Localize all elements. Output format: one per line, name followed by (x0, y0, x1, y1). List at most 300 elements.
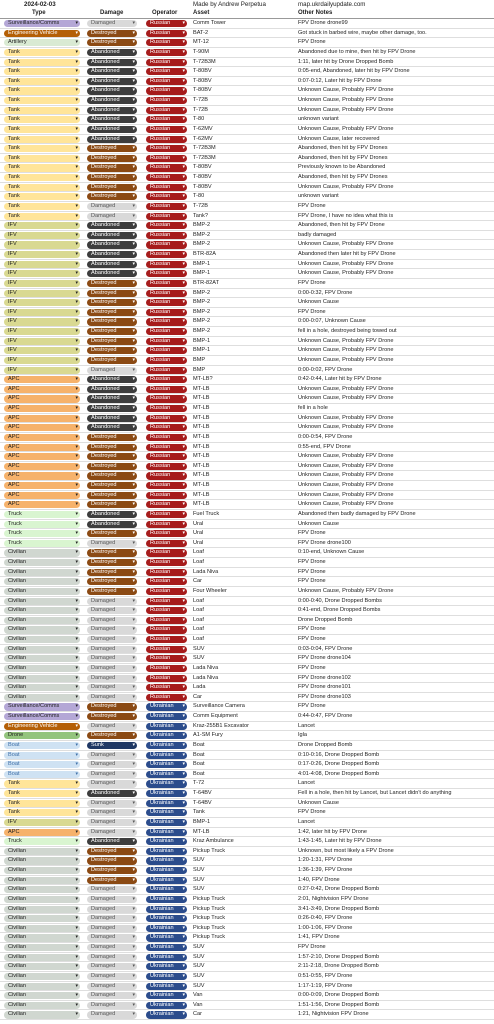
type-dropdown[interactable] (4, 155, 80, 162)
damage-dropdown[interactable] (87, 780, 137, 787)
type-dropdown[interactable] (4, 549, 80, 556)
damage-dropdown[interactable] (87, 838, 137, 845)
operator-dropdown[interactable] (146, 116, 187, 123)
damage-dropdown[interactable] (87, 482, 137, 489)
type-dropdown[interactable] (4, 877, 80, 884)
damage-dropdown[interactable] (87, 598, 137, 605)
type-dropdown[interactable] (4, 867, 80, 874)
damage-dropdown[interactable] (87, 492, 137, 499)
damage-dropdown[interactable] (87, 732, 137, 739)
operator-dropdown[interactable] (146, 607, 187, 614)
damage-dropdown[interactable] (87, 415, 137, 422)
operator-dropdown[interactable] (146, 723, 187, 730)
type-dropdown[interactable] (4, 299, 80, 306)
operator-dropdown[interactable] (146, 655, 187, 662)
damage-dropdown[interactable] (87, 280, 137, 287)
type-dropdown[interactable] (4, 559, 80, 566)
type-dropdown[interactable] (4, 713, 80, 720)
operator-dropdown[interactable] (146, 347, 187, 354)
damage-dropdown[interactable] (87, 241, 137, 248)
operator-dropdown[interactable] (146, 684, 187, 691)
type-dropdown[interactable] (4, 934, 80, 941)
damage-dropdown[interactable] (87, 684, 137, 691)
type-dropdown[interactable] (4, 925, 80, 932)
operator-dropdown[interactable] (146, 877, 187, 884)
type-dropdown[interactable] (4, 906, 80, 913)
operator-dropdown[interactable] (146, 809, 187, 816)
type-dropdown[interactable] (4, 655, 80, 662)
operator-dropdown[interactable] (146, 261, 187, 268)
damage-dropdown[interactable] (87, 49, 137, 56)
operator-dropdown[interactable] (146, 934, 187, 941)
operator-dropdown[interactable] (146, 97, 187, 104)
type-dropdown[interactable] (4, 761, 80, 768)
damage-dropdown[interactable] (87, 578, 137, 585)
type-dropdown[interactable] (4, 232, 80, 239)
operator-dropdown[interactable] (146, 617, 187, 624)
operator-dropdown[interactable] (146, 915, 187, 922)
type-dropdown[interactable] (4, 424, 80, 431)
operator-dropdown[interactable] (146, 549, 187, 556)
type-dropdown[interactable] (4, 588, 80, 595)
operator-dropdown[interactable] (146, 1002, 187, 1009)
damage-dropdown[interactable] (87, 444, 137, 451)
type-dropdown[interactable] (4, 145, 80, 152)
operator-dropdown[interactable] (146, 232, 187, 239)
type-dropdown[interactable] (4, 290, 80, 297)
operator-dropdown[interactable] (146, 829, 187, 836)
type-dropdown[interactable] (4, 723, 80, 730)
operator-dropdown[interactable] (146, 213, 187, 220)
damage-dropdown[interactable] (87, 511, 137, 518)
operator-dropdown[interactable] (146, 328, 187, 335)
operator-dropdown[interactable] (146, 761, 187, 768)
damage-dropdown[interactable] (87, 752, 137, 759)
damage-dropdown[interactable] (87, 588, 137, 595)
damage-dropdown[interactable] (87, 261, 137, 268)
type-dropdown[interactable] (4, 241, 80, 248)
operator-dropdown[interactable] (146, 800, 187, 807)
damage-dropdown[interactable] (87, 39, 137, 46)
operator-dropdown[interactable] (146, 444, 187, 451)
type-dropdown[interactable] (4, 607, 80, 614)
operator-dropdown[interactable] (146, 87, 187, 94)
damage-dropdown[interactable] (87, 318, 137, 325)
damage-dropdown[interactable] (87, 453, 137, 460)
type-dropdown[interactable] (4, 848, 80, 855)
type-dropdown[interactable] (4, 896, 80, 903)
type-dropdown[interactable] (4, 578, 80, 585)
type-dropdown[interactable] (4, 963, 80, 970)
damage-dropdown[interactable] (87, 742, 137, 749)
type-dropdown[interactable] (4, 107, 80, 114)
damage-dropdown[interactable] (87, 87, 137, 94)
damage-dropdown[interactable] (87, 723, 137, 730)
type-dropdown[interactable] (4, 819, 80, 826)
damage-dropdown[interactable] (87, 347, 137, 354)
operator-dropdown[interactable] (146, 174, 187, 181)
operator-dropdown[interactable] (146, 906, 187, 913)
type-dropdown[interactable] (4, 983, 80, 990)
operator-dropdown[interactable] (146, 136, 187, 143)
damage-dropdown[interactable] (87, 906, 137, 913)
operator-dropdown[interactable] (146, 20, 187, 27)
operator-dropdown[interactable] (146, 78, 187, 85)
operator-dropdown[interactable] (146, 184, 187, 191)
damage-dropdown[interactable] (87, 944, 137, 951)
type-dropdown[interactable] (4, 184, 80, 191)
map-link[interactable]: map.ukrdailyupdate.com (298, 1, 366, 8)
operator-dropdown[interactable] (146, 578, 187, 585)
operator-dropdown[interactable] (146, 386, 187, 393)
type-dropdown[interactable] (4, 87, 80, 94)
operator-dropdown[interactable] (146, 107, 187, 114)
damage-dropdown[interactable] (87, 655, 137, 662)
damage-dropdown[interactable] (87, 232, 137, 239)
type-dropdown[interactable] (4, 59, 80, 66)
operator-dropdown[interactable] (146, 886, 187, 893)
damage-dropdown[interactable] (87, 434, 137, 441)
damage-dropdown[interactable] (87, 569, 137, 576)
type-dropdown[interactable] (4, 164, 80, 171)
damage-dropdown[interactable] (87, 126, 137, 133)
damage-dropdown[interactable] (87, 973, 137, 980)
operator-dropdown[interactable] (146, 626, 187, 633)
damage-dropdown[interactable] (87, 213, 137, 220)
operator-dropdown[interactable] (146, 598, 187, 605)
type-dropdown[interactable] (4, 540, 80, 547)
damage-dropdown[interactable] (87, 20, 137, 27)
operator-dropdown[interactable] (146, 713, 187, 720)
operator-dropdown[interactable] (146, 752, 187, 759)
type-dropdown[interactable] (4, 222, 80, 229)
operator-dropdown[interactable] (146, 540, 187, 547)
damage-dropdown[interactable] (87, 665, 137, 672)
operator-dropdown[interactable] (146, 742, 187, 749)
damage-dropdown[interactable] (87, 896, 137, 903)
operator-dropdown[interactable] (146, 848, 187, 855)
damage-dropdown[interactable] (87, 848, 137, 855)
operator-dropdown[interactable] (146, 30, 187, 37)
damage-dropdown[interactable] (87, 790, 137, 797)
operator-dropdown[interactable] (146, 367, 187, 374)
damage-dropdown[interactable] (87, 761, 137, 768)
operator-dropdown[interactable] (146, 838, 187, 845)
type-dropdown[interactable] (4, 347, 80, 354)
type-dropdown[interactable] (4, 752, 80, 759)
damage-dropdown[interactable] (87, 424, 137, 431)
operator-dropdown[interactable] (146, 646, 187, 653)
type-dropdown[interactable] (4, 97, 80, 104)
type-dropdown[interactable] (4, 251, 80, 258)
operator-dropdown[interactable] (146, 694, 187, 701)
type-dropdown[interactable] (4, 444, 80, 451)
damage-dropdown[interactable] (87, 174, 137, 181)
damage-dropdown[interactable] (87, 78, 137, 85)
damage-dropdown[interactable] (87, 713, 137, 720)
operator-dropdown[interactable] (146, 59, 187, 66)
operator-dropdown[interactable] (146, 155, 187, 162)
operator-dropdown[interactable] (146, 434, 187, 441)
operator-dropdown[interactable] (146, 857, 187, 864)
type-dropdown[interactable] (4, 453, 80, 460)
type-dropdown[interactable] (4, 463, 80, 470)
operator-dropdown[interactable] (146, 703, 187, 710)
damage-dropdown[interactable] (87, 646, 137, 653)
operator-dropdown[interactable] (146, 992, 187, 999)
damage-dropdown[interactable] (87, 877, 137, 884)
operator-dropdown[interactable] (146, 944, 187, 951)
damage-dropdown[interactable] (87, 607, 137, 614)
damage-dropdown[interactable] (87, 290, 137, 297)
operator-dropdown[interactable] (146, 270, 187, 277)
operator-dropdown[interactable] (146, 472, 187, 479)
type-dropdown[interactable] (4, 39, 80, 46)
damage-dropdown[interactable] (87, 155, 137, 162)
damage-dropdown[interactable] (87, 530, 137, 537)
operator-dropdown[interactable] (146, 780, 187, 787)
operator-dropdown[interactable] (146, 203, 187, 210)
operator-dropdown[interactable] (146, 318, 187, 325)
operator-dropdown[interactable] (146, 983, 187, 990)
type-dropdown[interactable] (4, 415, 80, 422)
operator-dropdown[interactable] (146, 963, 187, 970)
damage-dropdown[interactable] (87, 829, 137, 836)
damage-dropdown[interactable] (87, 395, 137, 402)
operator-dropdown[interactable] (146, 299, 187, 306)
operator-dropdown[interactable] (146, 463, 187, 470)
type-dropdown[interactable] (4, 367, 80, 374)
damage-dropdown[interactable] (87, 675, 137, 682)
operator-dropdown[interactable] (146, 954, 187, 961)
type-dropdown[interactable] (4, 511, 80, 518)
damage-dropdown[interactable] (87, 954, 137, 961)
damage-dropdown[interactable] (87, 338, 137, 345)
type-dropdown[interactable] (4, 492, 80, 499)
type-dropdown[interactable] (4, 270, 80, 277)
type-dropdown[interactable] (4, 790, 80, 797)
damage-dropdown[interactable] (87, 819, 137, 826)
type-dropdown[interactable] (4, 193, 80, 200)
damage-dropdown[interactable] (87, 136, 137, 143)
damage-dropdown[interactable] (87, 145, 137, 152)
type-dropdown[interactable] (4, 992, 80, 999)
damage-dropdown[interactable] (87, 328, 137, 335)
type-dropdown[interactable] (4, 694, 80, 701)
operator-dropdown[interactable] (146, 193, 187, 200)
damage-dropdown[interactable] (87, 367, 137, 374)
operator-dropdown[interactable] (146, 405, 187, 412)
damage-dropdown[interactable] (87, 800, 137, 807)
type-dropdown[interactable] (4, 357, 80, 364)
operator-dropdown[interactable] (146, 145, 187, 152)
type-dropdown[interactable] (4, 838, 80, 845)
type-dropdown[interactable] (4, 501, 80, 508)
operator-dropdown[interactable] (146, 732, 187, 739)
type-dropdown[interactable] (4, 386, 80, 393)
operator-dropdown[interactable] (146, 251, 187, 258)
type-dropdown[interactable] (4, 742, 80, 749)
damage-dropdown[interactable] (87, 270, 137, 277)
damage-dropdown[interactable] (87, 925, 137, 932)
operator-dropdown[interactable] (146, 790, 187, 797)
damage-dropdown[interactable] (87, 376, 137, 383)
type-dropdown[interactable] (4, 376, 80, 383)
damage-dropdown[interactable] (87, 405, 137, 412)
damage-dropdown[interactable] (87, 251, 137, 258)
damage-dropdown[interactable] (87, 386, 137, 393)
type-dropdown[interactable] (4, 1011, 80, 1018)
damage-dropdown[interactable] (87, 309, 137, 316)
type-dropdown[interactable] (4, 617, 80, 624)
damage-dropdown[interactable] (87, 97, 137, 104)
type-dropdown[interactable] (4, 1002, 80, 1009)
damage-dropdown[interactable] (87, 809, 137, 816)
damage-dropdown[interactable] (87, 771, 137, 778)
operator-dropdown[interactable] (146, 290, 187, 297)
damage-dropdown[interactable] (87, 626, 137, 633)
operator-dropdown[interactable] (146, 521, 187, 528)
type-dropdown[interactable] (4, 665, 80, 672)
operator-dropdown[interactable] (146, 1011, 187, 1018)
damage-dropdown[interactable] (87, 30, 137, 37)
operator-dropdown[interactable] (146, 126, 187, 133)
type-dropdown[interactable] (4, 136, 80, 143)
damage-dropdown[interactable] (87, 68, 137, 75)
operator-dropdown[interactable] (146, 896, 187, 903)
type-dropdown[interactable] (4, 732, 80, 739)
type-dropdown[interactable] (4, 405, 80, 412)
operator-dropdown[interactable] (146, 675, 187, 682)
damage-dropdown[interactable] (87, 116, 137, 123)
type-dropdown[interactable] (4, 915, 80, 922)
type-dropdown[interactable] (4, 973, 80, 980)
type-dropdown[interactable] (4, 116, 80, 123)
damage-dropdown[interactable] (87, 694, 137, 701)
type-dropdown[interactable] (4, 829, 80, 836)
operator-dropdown[interactable] (146, 665, 187, 672)
operator-dropdown[interactable] (146, 559, 187, 566)
damage-dropdown[interactable] (87, 193, 137, 200)
operator-dropdown[interactable] (146, 819, 187, 826)
type-dropdown[interactable] (4, 174, 80, 181)
type-dropdown[interactable] (4, 203, 80, 210)
operator-dropdown[interactable] (146, 482, 187, 489)
damage-dropdown[interactable] (87, 963, 137, 970)
type-dropdown[interactable] (4, 434, 80, 441)
type-dropdown[interactable] (4, 954, 80, 961)
damage-dropdown[interactable] (87, 203, 137, 210)
operator-dropdown[interactable] (146, 222, 187, 229)
operator-dropdown[interactable] (146, 309, 187, 316)
operator-dropdown[interactable] (146, 424, 187, 431)
damage-dropdown[interactable] (87, 886, 137, 893)
type-dropdown[interactable] (4, 646, 80, 653)
operator-dropdown[interactable] (146, 867, 187, 874)
type-dropdown[interactable] (4, 598, 80, 605)
damage-dropdown[interactable] (87, 915, 137, 922)
operator-dropdown[interactable] (146, 49, 187, 56)
damage-dropdown[interactable] (87, 1011, 137, 1018)
type-dropdown[interactable] (4, 261, 80, 268)
damage-dropdown[interactable] (87, 549, 137, 556)
type-dropdown[interactable] (4, 20, 80, 27)
damage-dropdown[interactable] (87, 472, 137, 479)
damage-dropdown[interactable] (87, 867, 137, 874)
damage-dropdown[interactable] (87, 222, 137, 229)
type-dropdown[interactable] (4, 30, 80, 37)
type-dropdown[interactable] (4, 569, 80, 576)
damage-dropdown[interactable] (87, 857, 137, 864)
operator-dropdown[interactable] (146, 68, 187, 75)
type-dropdown[interactable] (4, 626, 80, 633)
operator-dropdown[interactable] (146, 973, 187, 980)
damage-dropdown[interactable] (87, 357, 137, 364)
type-dropdown[interactable] (4, 472, 80, 479)
operator-dropdown[interactable] (146, 453, 187, 460)
damage-dropdown[interactable] (87, 617, 137, 624)
damage-dropdown[interactable] (87, 59, 137, 66)
type-dropdown[interactable] (4, 780, 80, 787)
type-dropdown[interactable] (4, 703, 80, 710)
operator-dropdown[interactable] (146, 925, 187, 932)
type-dropdown[interactable] (4, 521, 80, 528)
type-dropdown[interactable] (4, 68, 80, 75)
type-dropdown[interactable] (4, 857, 80, 864)
operator-dropdown[interactable] (146, 636, 187, 643)
type-dropdown[interactable] (4, 395, 80, 402)
type-dropdown[interactable] (4, 809, 80, 816)
type-dropdown[interactable] (4, 126, 80, 133)
type-dropdown[interactable] (4, 675, 80, 682)
operator-dropdown[interactable] (146, 376, 187, 383)
damage-dropdown[interactable] (87, 1002, 137, 1009)
damage-dropdown[interactable] (87, 521, 137, 528)
damage-dropdown[interactable] (87, 107, 137, 114)
type-dropdown[interactable] (4, 636, 80, 643)
type-dropdown[interactable] (4, 684, 80, 691)
type-dropdown[interactable] (4, 309, 80, 316)
operator-dropdown[interactable] (146, 492, 187, 499)
operator-dropdown[interactable] (146, 569, 187, 576)
damage-dropdown[interactable] (87, 636, 137, 643)
operator-dropdown[interactable] (146, 39, 187, 46)
damage-dropdown[interactable] (87, 559, 137, 566)
operator-dropdown[interactable] (146, 164, 187, 171)
operator-dropdown[interactable] (146, 588, 187, 595)
damage-dropdown[interactable] (87, 983, 137, 990)
operator-dropdown[interactable] (146, 771, 187, 778)
damage-dropdown[interactable] (87, 164, 137, 171)
type-dropdown[interactable] (4, 338, 80, 345)
operator-dropdown[interactable] (146, 357, 187, 364)
type-dropdown[interactable] (4, 482, 80, 489)
type-dropdown[interactable] (4, 530, 80, 537)
damage-dropdown[interactable] (87, 184, 137, 191)
damage-dropdown[interactable] (87, 463, 137, 470)
type-dropdown[interactable] (4, 78, 80, 85)
damage-dropdown[interactable] (87, 703, 137, 710)
type-dropdown[interactable] (4, 280, 80, 287)
damage-dropdown[interactable] (87, 299, 137, 306)
operator-dropdown[interactable] (146, 241, 187, 248)
type-dropdown[interactable] (4, 213, 80, 220)
type-dropdown[interactable] (4, 800, 80, 807)
operator-dropdown[interactable] (146, 415, 187, 422)
damage-dropdown[interactable] (87, 501, 137, 508)
type-dropdown[interactable] (4, 318, 80, 325)
operator-dropdown[interactable] (146, 501, 187, 508)
